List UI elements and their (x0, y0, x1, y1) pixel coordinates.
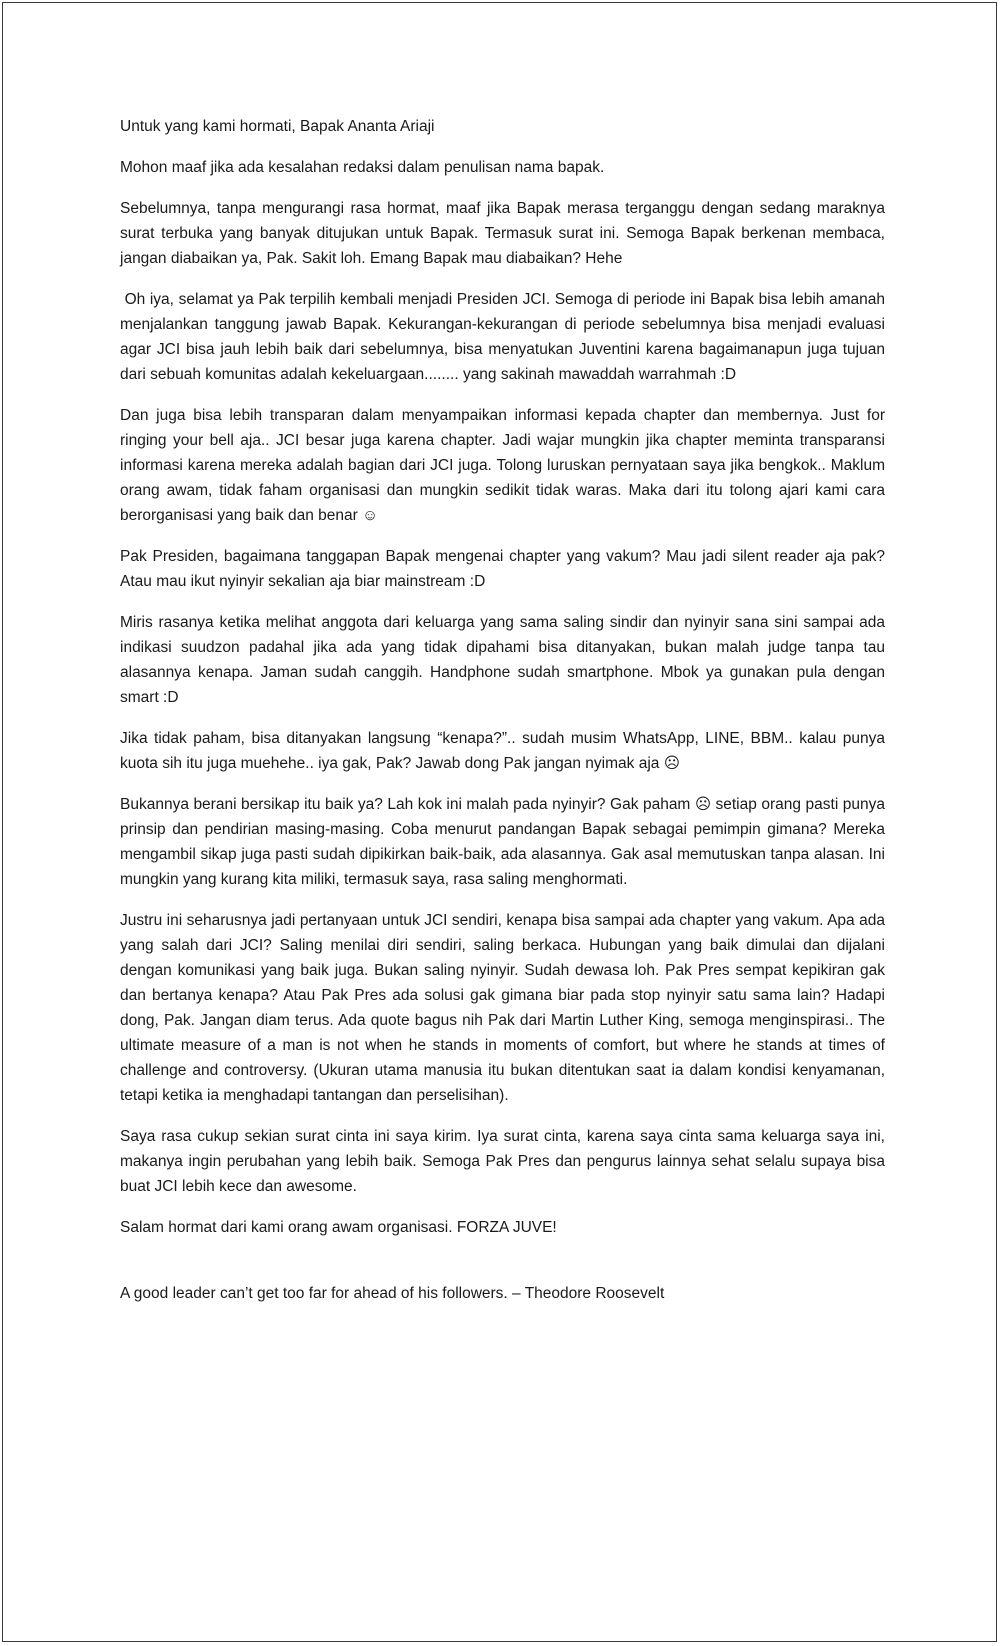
paragraph: Pak Presiden, bagaimana tanggapan Bapak mengenai chapter yang vakum? Mau jadi silent reader aja pak? Atau mau ikut nyinyir sekalian aja biar mainstream :D (120, 548, 885, 590)
paragraph: Oh iya, selamat ya Pak terpilih kembali menjadi Presiden JCI. Semoga di periode ini Bapak bisa lebih amanah menjalankan tanggung jawab Bapak. Kekurangan-kekurangan di periode sebelumnya bisa menjadi evaluasi agar JCI bisa jauh lebih baik dari sebelumnya, bisa menyatukan Juventini karena bagaimanapun juga tujuan dari sebuah komunitas adalah kekeluargaan........ yang sakinah mawaddah warrahmah :D (120, 291, 890, 383)
paragraph: Sebelumnya, tanpa mengurangi rasa hormat, maaf jika Bapak merasa terganggu dengan sedang maraknya surat terbuka yang banyak ditujukan untuk Bapak. Termasuk surat ini. Semoga Bapak berkenan membaca, jangan diabaikan ya, Pak. Sakit loh. Emang Bapak mau diabaikan? Hehe (120, 200, 885, 267)
paragraph: Mohon maaf jika ada kesalahan redaksi dalam penulisan nama bapak. (120, 159, 605, 176)
paragraph: Miris rasanya ketika melihat anggota dari keluarga yang sama saling sindir dan nyinyir sana sini sampai ada indikasi suudzon padahal jika ada yang tidak dipahami bisa ditanyakan, bukan malah judge tanpa tau alasannya kenapa. Jaman sudah canggih. Handphone sudah smartphone. Mbok ya gunakan pula dengan smart :D (120, 614, 885, 706)
paragraph: Jika tidak paham, bisa ditanyakan langsung “kenapa?”.. sudah musim WhatsApp, LINE, BBM.. kalau punya kuota sih itu juga muehehe.. iya gak, Pak? Jawab dong Pak jangan nyimak aja ☹ (120, 730, 885, 772)
closing: Salam hormat dari kami orang awam organisasi. FORZA JUVE! (120, 1219, 557, 1236)
salutation: Untuk yang kami hormati, Bapak Ananta Ariaji (120, 118, 435, 135)
closing-quote: A good leader can’t get too far for ahead of his followers. – Theodore Roosevelt (120, 1285, 665, 1302)
paragraph: Bukannya berani bersikap itu baik ya? Lah kok ini malah pada nyinyir? Gak paham ☹ setiap orang pasti punya prinsip dan pendirian masing-masing. Coba menurut pandangan Bapak sebagai pemimpin gimana? Mereka mengambil sikap juga pasti sudah dipikirkan baik-baik, ada alasannya. Gak asal memutuskan tanpa alasan. Ini mungkin yang kurang kita miliki, termasuk saya, rasa saling menghormati. (120, 796, 885, 888)
letter-body (120, 114, 890, 1322)
paragraph: Justru ini seharusnya jadi pertanyaan untuk JCI sendiri, kenapa bisa sampai ada chapter yang vakum. Apa ada yang salah dari JCI? Saling menilai diri sendiri, saling berkaca. Hubungan yang baik dimulai dan dijalani dengan komunikasi yang baik juga. Bukan saling nyinyir. Sudah dewasa loh. Pak Pres sempat kepikiran gak dan bertanya kenapa? Atau Pak Pres ada solusi gak gimana biar pada stop nyinyir satu sama lain? Hadapi dong, Pak. Jangan diam terus. Ada quote bagus nih Pak dari Martin Luther King, semoga menginspirasi.. The ultimate measure of a man is not when he stands in moments of comfort, but where he stands at times of challenge and controversy. (Ukuran utama manusia itu bukan ditentukan saat ia dalam kondisi kenyamanan, tetapi ketika ia menghadapi tantangan dan perselisihan). (120, 912, 885, 1104)
paragraph: Dan juga bisa lebih transparan dalam menyampaikan informasi kepada chapter dan membernya. Just for ringing your bell aja.. JCI besar juga karena chapter. Jadi wajar mungkin jika chapter meminta transparansi informasi karena mereka adalah bagian dari JCI juga. Tolong luruskan pernyataan saya jika bengkok.. Maklum orang awam, tidak faham organisasi dan mungkin sedikit tidak waras. Maka dari itu tolong ajari kami cara berorganisasi yang baik dan benar ☺ (120, 407, 885, 524)
document-page (2, 2, 997, 1642)
paragraph: Saya rasa cukup sekian surat cinta ini saya kirim. Iya surat cinta, karena saya cinta sama keluarga saya ini, makanya ingin perubahan yang lebih baik. Semoga Pak Pres dan pengurus lainnya sehat selalu supaya bisa buat JCI lebih kece dan awesome. (120, 1128, 885, 1195)
